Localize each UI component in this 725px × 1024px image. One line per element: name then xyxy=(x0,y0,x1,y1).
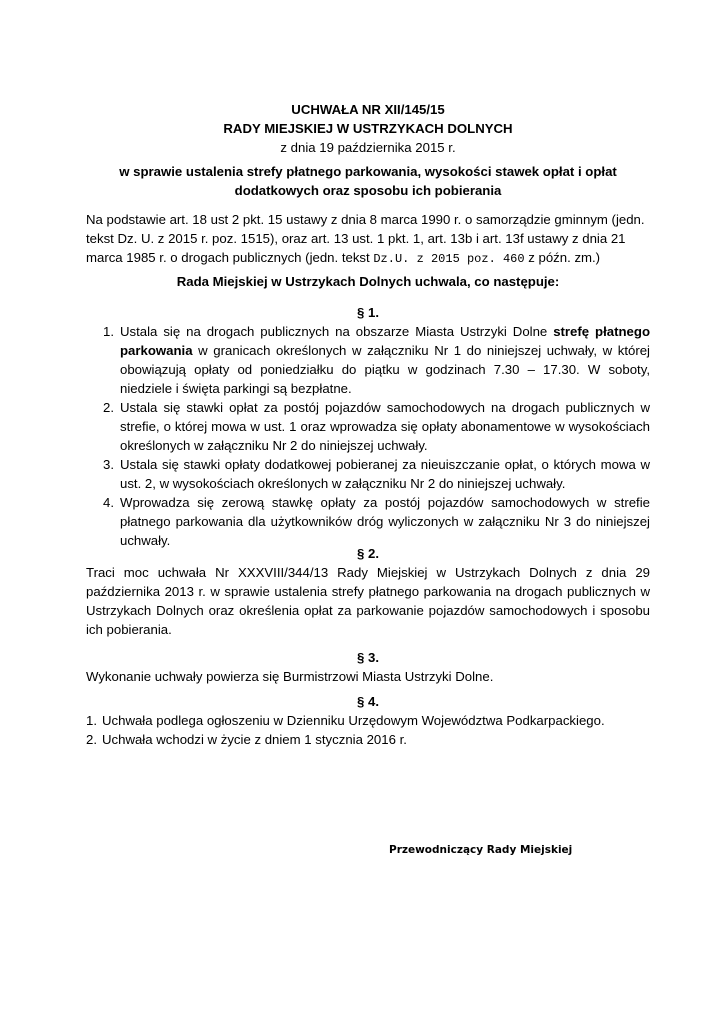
section-3-heading: § 3. xyxy=(357,650,379,665)
signature-title: Przewodniczący Rady Miejskiej xyxy=(389,844,573,856)
list-item xyxy=(86,398,650,455)
section-4 xyxy=(86,692,650,749)
list-item xyxy=(86,730,650,749)
resolution-subject: w sprawie ustalenia strefy płatnego parkowania, wysokości stawek opłat i opłat dodatkowych oraz sposobu ich pobierania xyxy=(119,164,617,198)
legal-basis xyxy=(86,210,650,269)
section-3-text: Wykonanie uchwały powierza się Burmistrzowi Miasta Ustrzyki Dolne. xyxy=(86,669,494,684)
list-item-text: Uchwała podlega ogłoszeniu w Dzienniku Urzędowym Województwa Podkarpackiego. xyxy=(102,713,605,728)
legal-basis-journal: Dz.U. z 2015 poz. 460 xyxy=(373,252,525,266)
list-item xyxy=(86,455,650,493)
list-item xyxy=(86,711,650,730)
list-item-number: 4. xyxy=(103,495,114,510)
list-item xyxy=(86,322,650,398)
section-2 xyxy=(86,544,650,639)
list-item-text: Ustala się stawki opłat za postój pojazdów samochodowych na drogach publicznych w strefie, o której mowa w ust. 1 oraz wprowadza się opłaty abonamentowe w wysokościach określonych w załączniku Nr 2 do niniejszej uchwały. xyxy=(120,400,650,453)
resolution-header xyxy=(86,100,650,157)
list-item-number: 1. xyxy=(103,324,114,339)
list-item-text-tail: w granicach określonych w załączniku Nr 1 do niniejszej uchwały, w której obowiązują opłaty od poniedziałku do piątku w godzinach 7.30 – 17.30. W soboty, niedziele i święta parkingi są bezpłatne. xyxy=(120,343,650,396)
section-1-list xyxy=(86,322,650,550)
section-4-heading: § 4. xyxy=(357,694,379,709)
section-3 xyxy=(86,648,650,686)
section-1 xyxy=(86,303,650,550)
list-item-bold-text: strefę płatnego parkowania xyxy=(120,324,651,358)
resolution-date: z dnia 19 października 2015 r. xyxy=(280,140,456,155)
list-item-number: 1. xyxy=(86,713,97,728)
resolution-number: UCHWAŁA NR XII/145/15 xyxy=(291,102,445,117)
list-item-number: 2. xyxy=(103,400,114,415)
legal-basis-tail: z późn. zm.) xyxy=(524,250,601,265)
list-item-text: Uchwała wchodzi w życie z dniem 1 stycznia 2016 r. xyxy=(102,732,407,747)
section-4-list xyxy=(86,711,650,749)
list-item-number: 3. xyxy=(103,457,114,472)
section-1-heading: § 1. xyxy=(357,305,379,320)
list-item-number: 2. xyxy=(86,732,97,747)
council-name: RADY MIEJSKIEJ W USTRZYKACH DOLNYCH xyxy=(223,121,513,136)
section-2-text: Traci moc uchwała Nr XXXVIII/344/13 Rady Miejskiej w Ustrzykach Dolnych z dnia 29 października 2013 r. w sprawie ustalenia strefy płatnego parkowania na drogach publicznych w Ustrzykach Dolnych oraz określenia opłat za parkowanie pojazdów samochodowych i sposobu ich pobierania. xyxy=(86,565,650,637)
list-item-text: Ustala się stawki opłaty dodatkowej pobieranej za nieuiszczanie opłat, o których mowa w ust. 2, w wysokościach określonych w załączniku Nr 2 do niniejszej uchwały. xyxy=(120,457,650,491)
list-item xyxy=(86,493,650,550)
section-2-heading: § 2. xyxy=(357,546,379,561)
list-item-text: Ustala się na drogach publicznych na obszarze Miasta Ustrzyki Dolne xyxy=(120,324,554,339)
resolves-statement: Rada Miejskiej w Ustrzykach Dolnych uchwala, co następuje: xyxy=(176,274,560,289)
legal-basis-text: Na podstawie art. 18 ust 2 pkt. 15 ustawy z dnia 8 marca 1990 r. o samorządzie gminnym (jedn. tekst Dz. U. z 2015 r. poz. 1515), oraz art. 13 ust. 1 pkt. 1, art. 13b i art. 13f ustawy z dnia 21 marca 1985 r. o drogach publicznych (jedn. tekst xyxy=(86,212,645,265)
list-item-text: Wprowadza się zerową stawkę opłaty za postój pojazdów samochodowych w strefie płatnego parkowania dla użytkowników dróg wyliczonych w załączniku Nr 3 do niniejszej uchwały. xyxy=(120,495,650,548)
